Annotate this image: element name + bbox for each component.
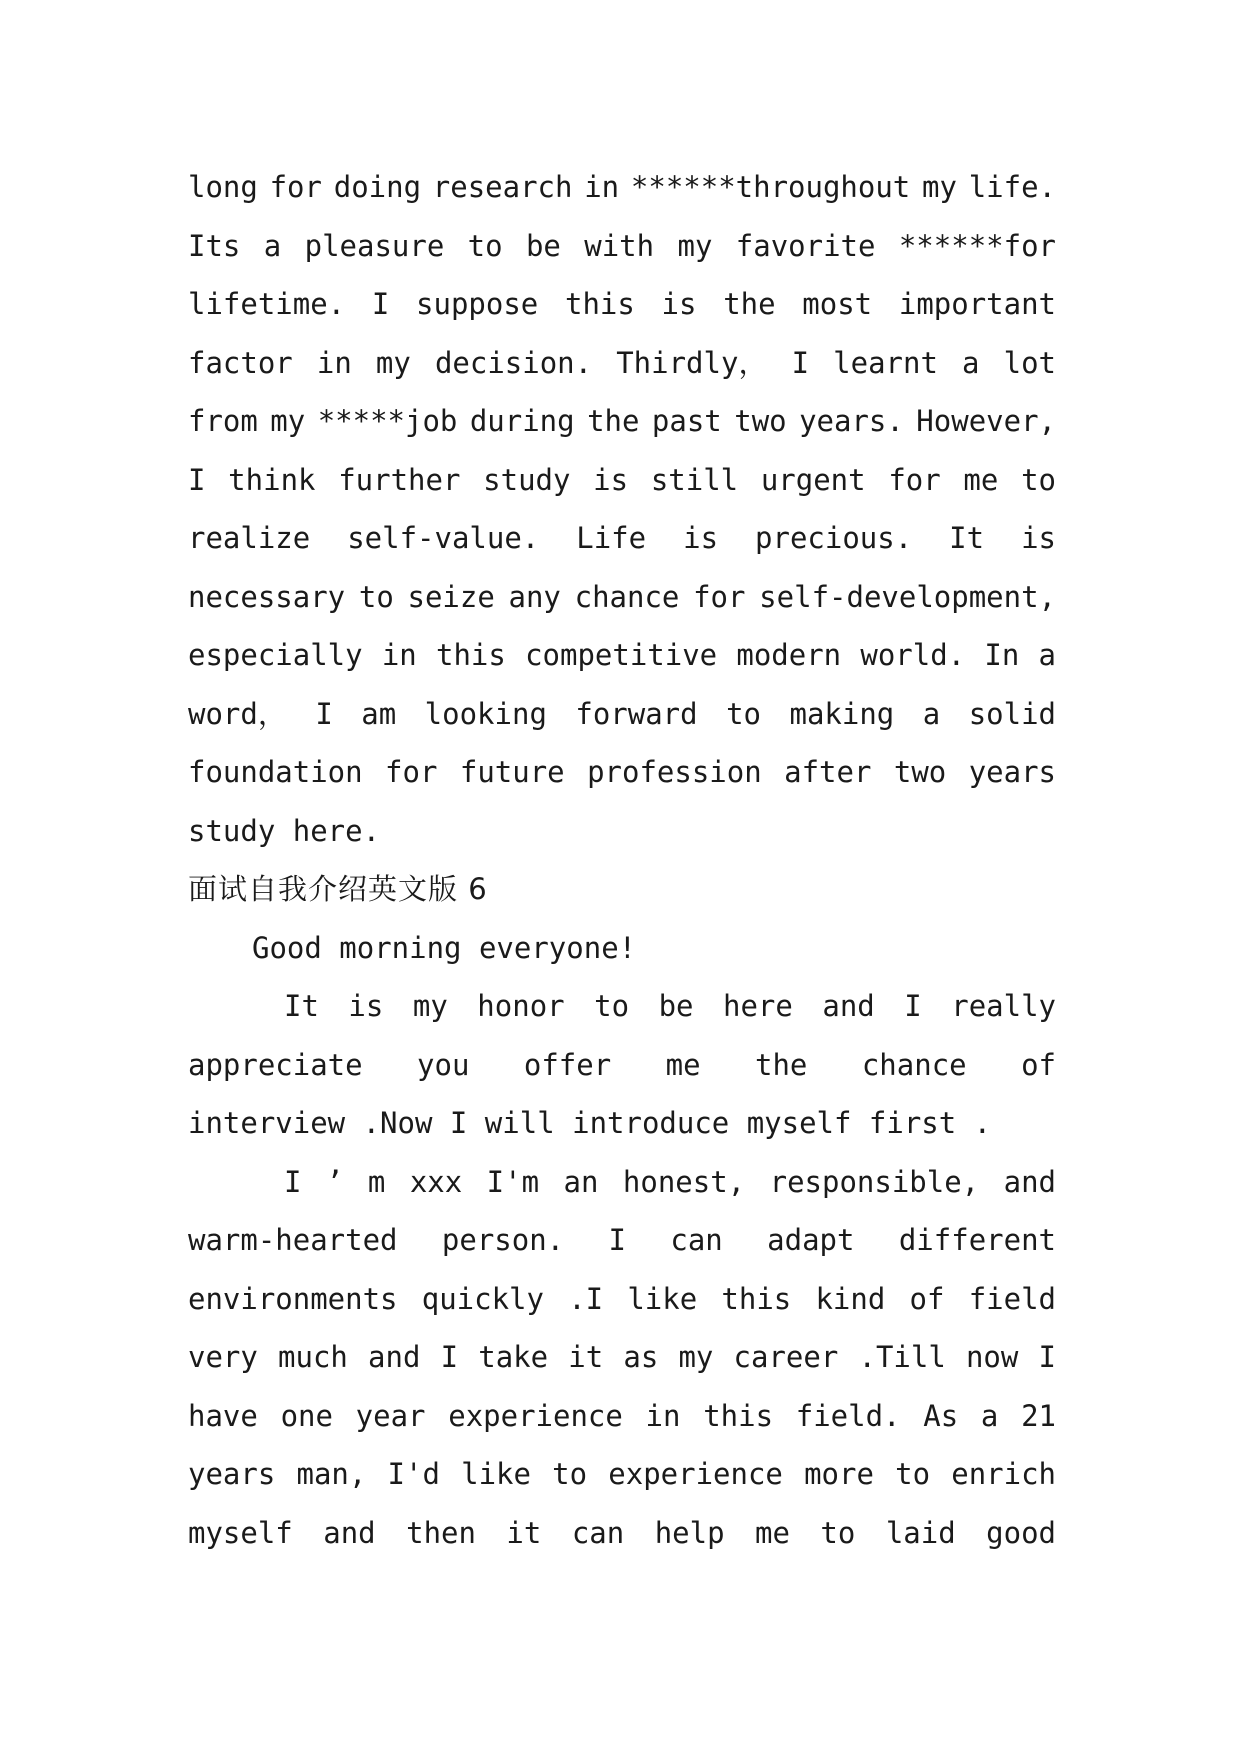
text-line: years man, I'd like to experience more to enrich bbox=[188, 1457, 1056, 1491]
text-line: study here. bbox=[188, 813, 381, 848]
text-line: from my *****job during the past two years. However, bbox=[188, 404, 1056, 438]
text-line: environments quickly .I like this kind of field bbox=[188, 1281, 1056, 1316]
text-line: realize self-value. Life is precious. It is bbox=[188, 521, 1056, 555]
text-line: interview .Now I will introduce myself first . bbox=[188, 1106, 992, 1140]
text-line: word， I am looking forward to making a solid bbox=[188, 696, 1056, 731]
text-line: lifetime. I suppose this is the most important bbox=[188, 287, 1056, 321]
text-line: I ’ m xxx I'm an honest, responsible, and bbox=[284, 1164, 1056, 1199]
section-heading: 面试自我介绍英文版 6 bbox=[188, 872, 488, 906]
text-line: Its a pleasure to be with my favorite ******for bbox=[188, 228, 1056, 263]
document-page bbox=[188, 158, 1056, 1562]
text-line: appreciate you offer me the chance of bbox=[188, 1047, 1056, 1082]
text-line: It is my honor to be here and I really bbox=[284, 989, 1056, 1023]
text-line: warm-hearted person. I can adapt different bbox=[188, 1223, 1056, 1257]
text-line: foundation for future profession after two years bbox=[188, 755, 1056, 789]
text-line: I think further study is still urgent for me to bbox=[188, 462, 1056, 497]
text-line: long for doing research in ******throughout my life. bbox=[188, 170, 1056, 204]
text-line: have one year experience in this field. As a 21 bbox=[188, 1398, 1056, 1433]
text-line: factor in my decision. Thirdly， I learnt a lot bbox=[188, 345, 1056, 380]
text-line: especially in this competitive modern world. In a bbox=[188, 638, 1056, 672]
text-line: myself and then it can help me to laid good bbox=[188, 1515, 1056, 1550]
greeting-line: Good morning everyone! bbox=[252, 930, 637, 965]
text-line: very much and I take it as my career .Till now I bbox=[188, 1340, 1056, 1374]
text-line: necessary to seize any chance for self-development, bbox=[188, 579, 1056, 614]
